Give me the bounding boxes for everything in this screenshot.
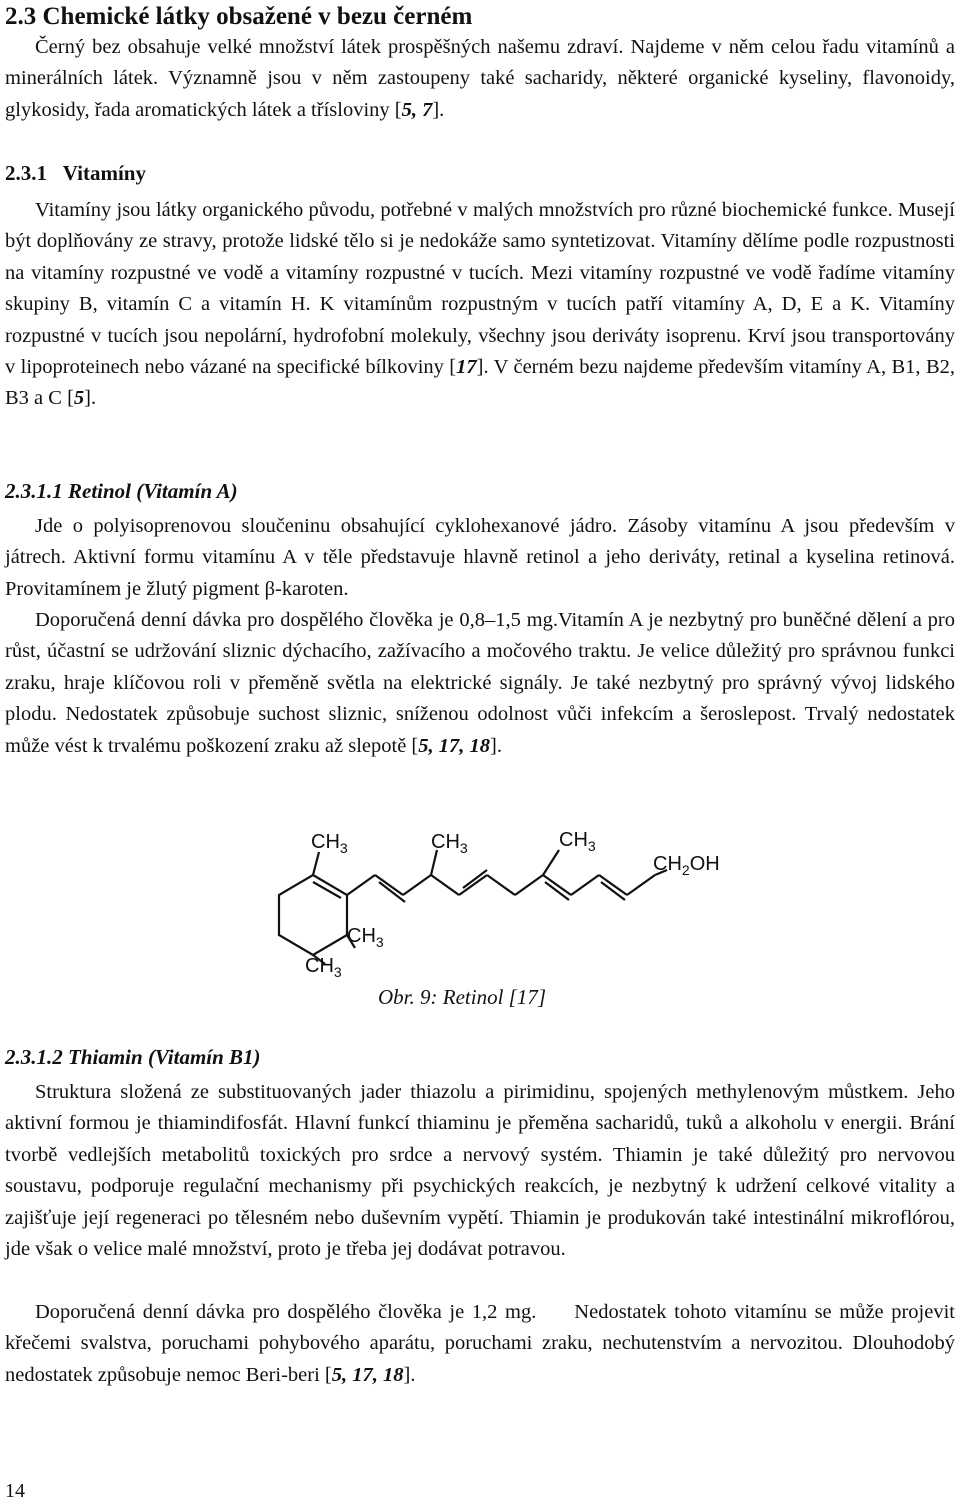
- thiamin-paragraph-1: Struktura složená ze substituovaných jader thiazolu a pirimidinu, spojených methylenovým můstkem. Jeho aktivní formou je thiamindifosfát. Hlavní funkcí thiaminu je přeměna sacharidů, tuků a alkoholu v energii. Brání tvorbě vedlejších metabolitů toxických pro srdce a nervový systém. Thiamin je také důležitý pro nervovou soustavu, podporuje regulační mechanismy při psychických reakcích, je nezbytný k udržení celkové vitality a zajišťuje její regeneraci po tělesném nebo duševním vypětí. Thiamin je produkován také intestinální mikroflórou, jde však o velice malé množství, proto je třeba jej dodávat potravou.: [5, 1081, 955, 1261]
- subsection-title: Vitamíny: [62, 161, 146, 185]
- methyl-label-3: $CH_3$: [559, 829, 596, 854]
- subsection-number: 2.3.1: [5, 161, 47, 185]
- retinol-paragraph-1: Jde o polyisoprenovou sloučeninu obsahující cyklohexanové jádro. Zásoby vitamínu A jsou především v játrech. Aktivní formu vitamínu A v těle představuje hlavně retinol a jeho deriváty, retinal a kyselina retinová. Provitamínem je žlutý pigment β-karoten.: [5, 515, 955, 600]
- thiamin-citation: 5, 17, 18: [331, 1363, 404, 1386]
- retinol-labels: [305, 829, 720, 980]
- figure-caption: Obr. 9: Retinol [17]: [378, 985, 546, 1009]
- vitaminy-paragraph: [5, 195, 955, 415]
- retinol-skeleton: [279, 850, 667, 964]
- subsection-heading-vitaminy: [5, 158, 146, 188]
- methyl-label-5: $CH_3$: [305, 955, 342, 980]
- retinol-structure-figure: [255, 820, 720, 980]
- methyl-label-2: $CH_3$: [431, 831, 468, 856]
- methyl-label-1: $CH_3$: [311, 831, 348, 856]
- thiamin-text: Doporučená denní dávka pro dospělého člověka je 1,2 mg. Nedostatek tohoto vitamínu se může projevit křečemi svalstva, poruchami pohybového aparátu, poruchami zraku, nechutenstvím a nervozitou. Dlouhodobý nedostatek způsobuje nemoc Beri-beri [: [5, 1301, 960, 1386]
- subsection-heading-retinol: 2.3.1.1 Retinol (Vitamín A): [5, 479, 238, 503]
- vitaminy-text-end: ].: [84, 387, 97, 410]
- ch2oh-label: $CH_2OH$: [653, 853, 720, 878]
- intro-paragraph: [5, 32, 955, 126]
- retinol-text-end: ].: [490, 734, 502, 757]
- retinol-citation: 5, 17, 18: [418, 734, 491, 757]
- intro-citation: 5, 7: [401, 98, 433, 121]
- intro-text: Černý bez obsahuje velké množství látek prospěšných našemu zdraví. Najdeme v něm celou řadu vitamínů a minerálních látek. Významně jsou v něm zastoupeny také sacharidy, některé organické kyseliny, flavonoidy, glykosidy, řada aromatických látek a třísloviny [: [5, 36, 955, 121]
- retinol-text: Doporučená denní dávka pro dospělého člověka je 0,8–1,5 mg.Vitamín A je nezbytný pro buněčné dělení a pro růst, účastní se udržování sliznic dýchacího, zažívacího a močového traktu. Je velice důležitý pro správnou funkci zraku, hraje klíčovou roli v přeměně světla na elektrické signály. Je také nezbytný pro správný vývoj lidského plodu. Nedostatek způsobuje suchost sliznic, sníženou odolnost vůči infekcím a šeroslepost. Trvalý nedostatek může vést k trvalému poškození zraku až slepotě [: [5, 609, 955, 757]
- subsection-heading-thiamin: 2.3.1.2 Thiamin (Vitamín B1): [5, 1045, 261, 1069]
- thiamin-text-end: ].: [403, 1363, 416, 1386]
- page-number: 14: [5, 1480, 25, 1502]
- retinol-paragraph-2: [5, 605, 955, 762]
- vitaminy-citation-2: 5: [73, 387, 85, 410]
- section-heading: 2.3 Chemické látky obsažené v bezu černém: [5, 3, 473, 30]
- vitaminy-text: Vitamíny jsou látky organického původu, potřebné v malých množstvích pro různé biochemické funkce. Musejí být doplňovány ze stravy, protože lidské tělo si je nedokáže samo syntetizovat. Vitamíny dělíme podle rozpustnosti na vitamíny rozpustné ve vodě a vitamíny rozpustné v tucích. Mezi vitamíny rozpustné ve vodě řadíme vitamíny skupiny B, vitamín C a vitamín H. K vitamínům rozpustným v tucích patří vitamíny A, D, E a K. Vitamíny rozpustné v tucích jsou nepolární, hydrofobní molekuly, všechny jsou deriváty isoprenu. Krví jsou transportovány v lipoproteinech nebo vázané na specifické bílkoviny [: [5, 199, 955, 379]
- methyl-label-4: $CH_3$: [347, 925, 384, 950]
- vitaminy-text-mid: ]. V černém bezu najdeme především vitamíny A, B1, B2, B3 a C [: [5, 356, 955, 410]
- vitaminy-citation-1: 17: [456, 356, 477, 379]
- intro-text-end: ].: [432, 98, 445, 121]
- thiamin-paragraph-2: [5, 1297, 960, 1391]
